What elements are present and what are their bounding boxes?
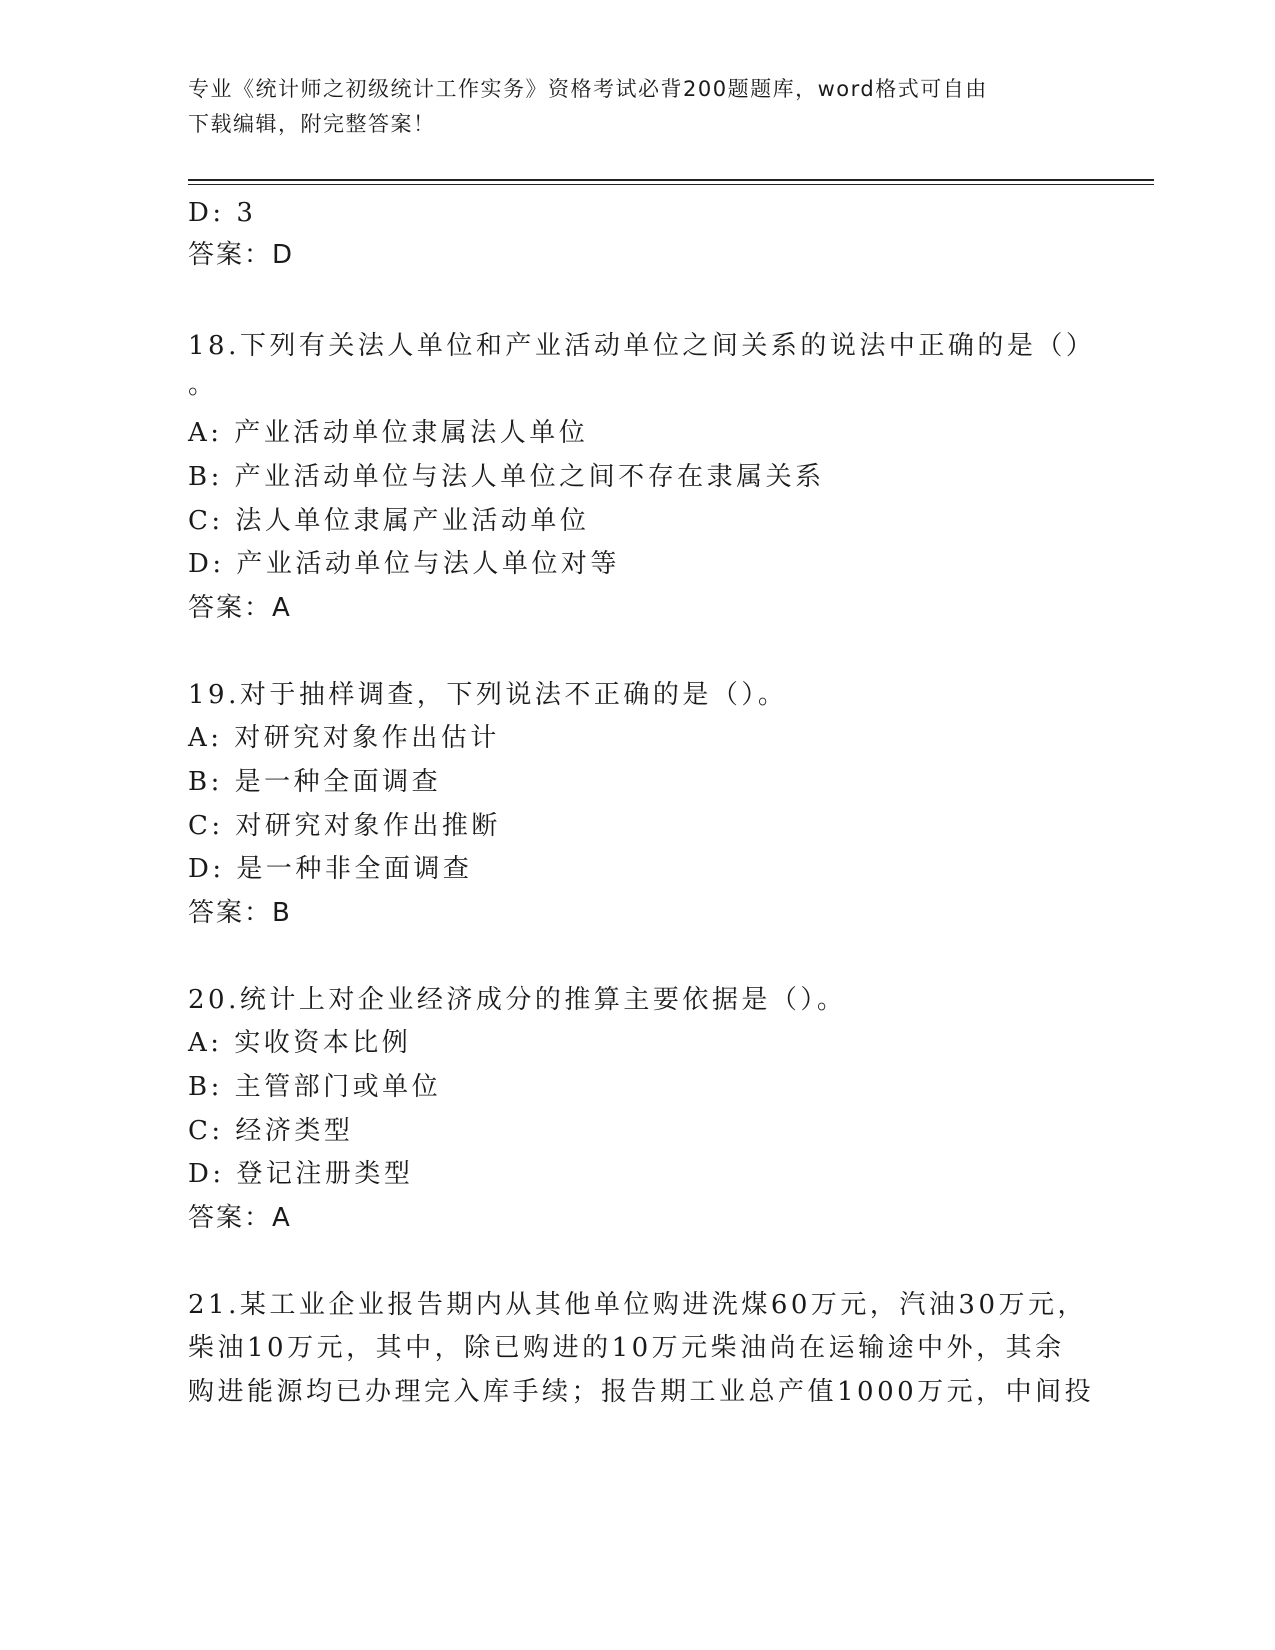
q21-stem-line-3: 购进能源均已办理完入库手续；报告期工业总产值1000万元，中间投 <box>188 1377 1095 1407</box>
q18-option-b: B: 产业活动单位与法人单位之间不存在隶属关系 <box>188 462 825 492</box>
q19-answer: 答案：B <box>188 898 292 928</box>
prev-option-d: D: 3 <box>188 198 257 228</box>
q20-option-b: B: 主管部门或单位 <box>188 1072 442 1102</box>
q18-option-c: C: 法人单位隶属产业活动单位 <box>188 506 590 536</box>
q19-stem: 19.对于抽样调查，下列说法不正确的是（）。 <box>188 680 788 710</box>
q21-stem-line-1: 21.某工业企业报告期内从其他单位购进洗煤60万元，汽油30万元， <box>188 1290 1088 1320</box>
q18-option-d: D: 产业活动单位与法人单位对等 <box>188 549 620 579</box>
header-rule-thin <box>188 184 1154 185</box>
header-title-line-2: 下载编辑，附完整答案！ <box>188 112 436 136</box>
q21-stem-line-2: 柴油10万元，其中，除已购进的10万元柴油尚在运输途中外，其余 <box>188 1333 1065 1363</box>
q20-option-c: C: 经济类型 <box>188 1116 354 1146</box>
q20-option-a: A: 实收资本比例 <box>188 1028 412 1058</box>
q20-option-d: D: 登记注册类型 <box>188 1159 414 1189</box>
q18-stem-line-2: 。 <box>188 370 218 400</box>
q20-answer: 答案：A <box>188 1203 292 1233</box>
q19-option-a: A: 对研究对象作出估计 <box>188 723 500 753</box>
page-header <box>188 72 1088 142</box>
header-title-line-1: 专业《统计师之初级统计工作实务》资格考试必背200题题库，word格式可自由 <box>188 77 988 101</box>
q19-option-d: D: 是一种非全面调查 <box>188 854 473 884</box>
q19-option-b: B: 是一种全面调查 <box>188 767 442 797</box>
header-rule-thick <box>188 179 1154 181</box>
q20-stem: 20.统计上对企业经济成分的推算主要依据是（）。 <box>188 985 847 1015</box>
prev-answer: 答案：D <box>188 240 295 270</box>
q18-answer: 答案：A <box>188 593 292 623</box>
q18-stem-line-1: 18.下列有关法人单位和产业活动单位之间关系的说法中正确的是（） <box>188 331 1096 361</box>
q19-option-c: C: 对研究对象作出推断 <box>188 811 501 841</box>
q18-option-a: A: 产业活动单位隶属法人单位 <box>188 418 589 448</box>
